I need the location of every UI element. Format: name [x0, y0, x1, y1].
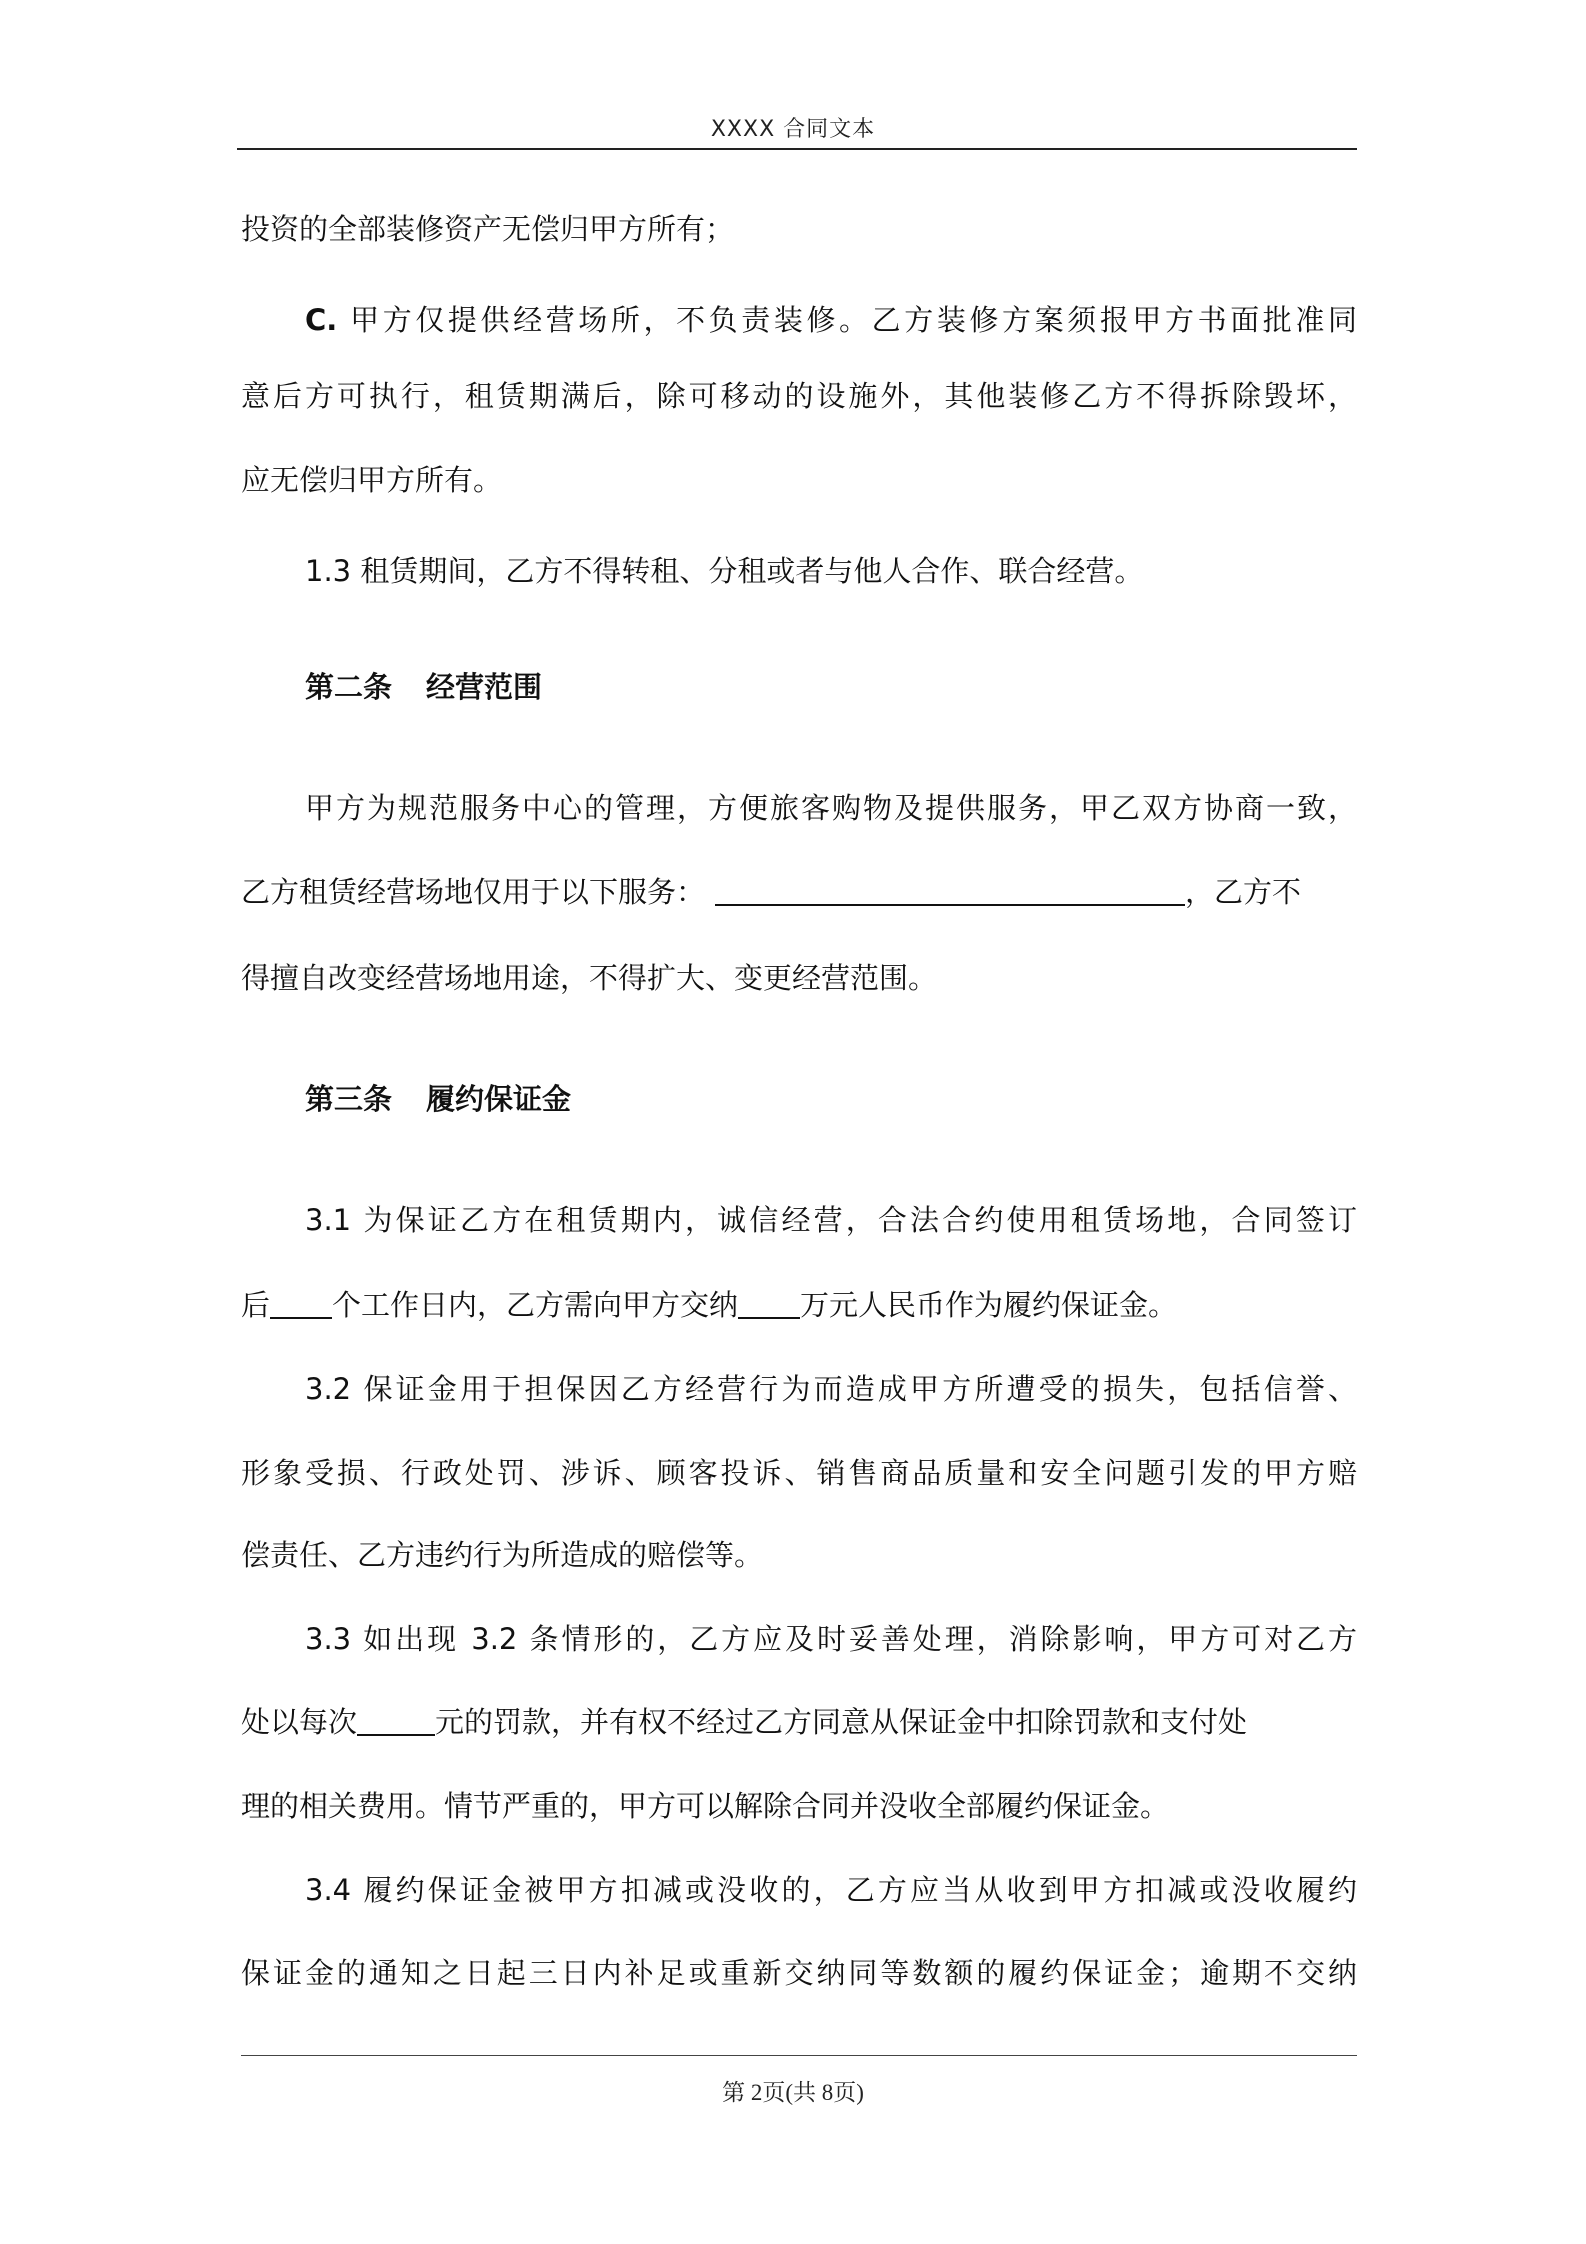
footer-divider [241, 2055, 1357, 2056]
text-line [241, 373, 1357, 419]
line-text: 甲方仅提供经营场所，不负责装修。乙方装修方案须报甲方书面批准同 [337, 303, 1357, 337]
header-divider [237, 148, 1357, 150]
line-text: 投资的全部装修资产无偿归甲方所有； [241, 212, 735, 246]
line-text: 万元人民币作为履约保证金。 [800, 1288, 1178, 1322]
line-text: 偿责任、乙方违约行为所造成的赔偿等。 [241, 1538, 764, 1572]
line-text: 3.3 如出现 3.2 条情形的，乙方应及时妥善处理，消除影响，甲方可对乙方 [305, 1622, 1357, 1656]
section-heading [305, 664, 1357, 710]
line-text: 理的相关费用。情节严重的，甲方可以解除合同并没收全部履约保证金。 [241, 1789, 1170, 1823]
line-text: 个工作日内，乙方需向甲方交纳 [332, 1288, 739, 1322]
text-line [241, 1532, 1357, 1578]
section-number: 第二条 [305, 670, 393, 704]
text-line [305, 1616, 1357, 1662]
text-line [241, 457, 1357, 503]
fill-in-blank-fine [357, 1704, 435, 1736]
text-line [241, 206, 1357, 252]
line-text: 意后方可执行，租赁期满后，除可移动的设施外，其他装修乙方不得拆除毁坏， [241, 379, 1357, 413]
text-line [241, 1783, 1357, 1829]
text-line [305, 785, 1357, 831]
section-number: 第三条 [305, 1082, 393, 1116]
text-line [305, 1197, 1357, 1243]
line-text: 形象受损、行政处罚、涉诉、顾客投诉、销售商品质量和安全问题引发的甲方赔 [241, 1456, 1357, 1490]
line-text: 3.4 履约保证金被甲方扣减或没收的，乙方应当从收到甲方扣减或没收履约 [305, 1873, 1357, 1907]
section-title: 履约保证金 [426, 1082, 572, 1116]
fill-in-blank-amount [738, 1287, 800, 1319]
line-text: 3.1 为保证乙方在租赁期内，诚信经营，合法合约使用租赁场地，合同签订 [305, 1203, 1357, 1237]
text-line [305, 297, 1357, 343]
header-title: XXXX 合同文本 [710, 117, 876, 142]
list-marker: C. [305, 303, 338, 337]
fill-in-blank-days [270, 1287, 332, 1319]
line-text: 保证金的通知之日起三日内补足或重新交纳同等数额的履约保证金；逾期不交纳 [241, 1956, 1357, 1990]
line-text: 乙方租赁经营场地仅用于以下服务： [241, 875, 706, 909]
line-text: 1.3 租赁期间，乙方不得转租、分租或者与他人合作、联合经营。 [305, 554, 1144, 588]
section-title: 经营范围 [426, 670, 543, 704]
line-text: 处以每次 [241, 1705, 358, 1739]
line-text: 甲方为规范服务中心的管理，方便旅客购物及提供服务，甲乙双方协商一致， [305, 791, 1357, 825]
text-line [241, 1950, 1357, 1996]
fill-in-blank-service [715, 874, 1185, 906]
text-line [305, 1366, 1357, 1412]
text-line [241, 1450, 1357, 1496]
text-line [241, 1282, 1357, 1328]
page-number: 第 2页(共 8页) [722, 2080, 864, 2105]
text-line [241, 869, 1357, 915]
line-text: 元的罚款，并有权不经过乙方同意从保证金中扣除罚款和支付处 [435, 1705, 1248, 1739]
text-line [305, 1867, 1357, 1913]
text-line [305, 548, 1357, 594]
line-text: 得擅自改变经营场地用途，不得扩大、变更经营范围。 [241, 961, 938, 995]
line-text: 应无偿归甲方所有。 [241, 463, 503, 497]
line-text: 3.2 保证金用于担保因乙方经营行为而造成甲方所遭受的损失，包括信誉、 [305, 1372, 1357, 1406]
line-text: ，乙方不 [1185, 875, 1302, 909]
text-line [241, 1699, 1357, 1745]
section-heading [305, 1076, 1357, 1122]
text-line [241, 955, 1357, 1001]
line-text: 后 [241, 1288, 271, 1322]
